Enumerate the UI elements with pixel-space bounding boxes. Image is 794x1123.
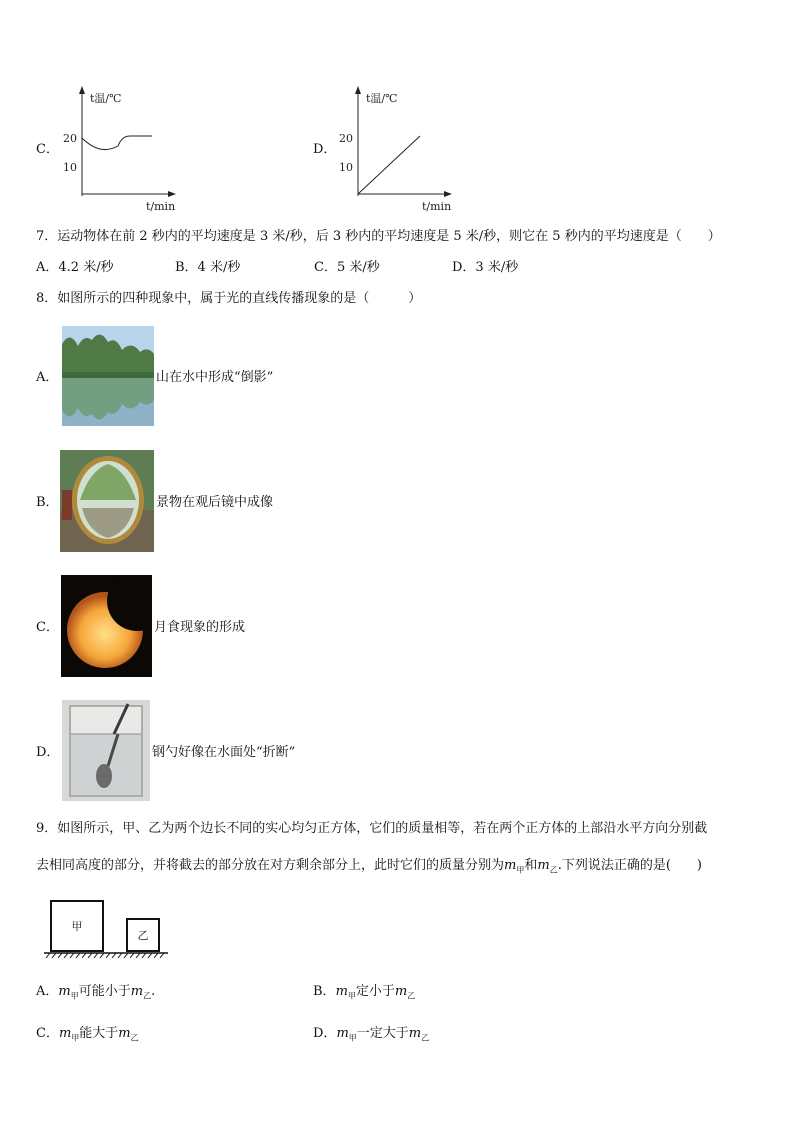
- q6-option-d-label: D．: [313, 142, 337, 157]
- m-yi: $m_乙$: [537, 858, 558, 875]
- q6-option-c-label: C．: [36, 142, 59, 157]
- q8-option-b-label: B．: [36, 495, 59, 510]
- mountain-reflection-svg: [62, 326, 154, 426]
- q7-option-c: C．5 米/秒: [314, 260, 380, 275]
- q9-option-d: D．$m_甲$一定大于$m_乙$: [313, 1026, 430, 1043]
- q6-option-c-graph: [60, 86, 190, 216]
- graph-c-svg: [60, 86, 190, 216]
- ground-line-svg: [44, 898, 174, 960]
- q9-option-a: A．$m_甲$可能小于$m_乙$.: [36, 984, 156, 1001]
- spoon-in-glass-image: [62, 700, 150, 801]
- eclipse-image: [61, 575, 152, 677]
- q8-option-c-text: 月食现象的形成: [154, 620, 246, 635]
- temperature-line: [358, 136, 420, 194]
- tick-10: 10: [63, 161, 77, 174]
- y-axis-arrow: [355, 86, 361, 94]
- q9-question-line1: 9．如图所示，甲、乙为两个边长不同的实心均匀正方体，它们的质量相等，若在两个正方体的上部沿水平方向分别截: [36, 821, 708, 836]
- q7-option-b: B．4 米/秒: [175, 260, 241, 275]
- x-axis-arrow: [444, 191, 452, 197]
- cube-yi: 乙: [126, 918, 160, 952]
- m-jia: $m_甲$: [504, 858, 525, 875]
- q9-line2-post: .下列说法正确的是( ): [557, 858, 702, 873]
- q9-option-c: C．$m_甲$能大于$m_乙$: [36, 1026, 139, 1043]
- spoon-in-glass-svg: [62, 700, 150, 801]
- q9-question-line2: [36, 857, 702, 880]
- tick-20: 20: [63, 132, 77, 145]
- y-axis-arrow: [79, 86, 85, 94]
- x-axis-label: t/min: [146, 200, 176, 213]
- mountain-reflection-image: [62, 326, 154, 426]
- x-axis-arrow: [168, 191, 176, 197]
- q7-option-a: A．4.2 米/秒: [36, 260, 114, 275]
- q9-option-b: B．$m_甲$定小于$m_乙$: [313, 984, 416, 1001]
- q9-and: 和: [524, 858, 538, 873]
- q8-option-c-label: C．: [36, 620, 59, 635]
- q8-question: 8．如图所示的四种现象中，属于光的直线传播现象的是（ ）: [36, 291, 422, 306]
- y-axis-label: t温/℃: [90, 92, 122, 105]
- q6-option-d-graph: [336, 86, 466, 216]
- q7-question: 7．运动物体在前 2 秒内的平均速度是 3 米/秒，后 3 秒内的平均速度是 5 米/秒，则它在 5 秒内的平均速度是（ ）: [36, 229, 721, 244]
- q8-option-a-text: 山在水中形成“倒影”: [156, 370, 274, 385]
- tick-10: 10: [339, 161, 353, 174]
- temperature-curve: [82, 136, 152, 150]
- x-axis-label: t/min: [422, 200, 452, 213]
- q7-option-d: D．3 米/秒: [452, 260, 519, 275]
- tick-20: 20: [339, 132, 353, 145]
- q9-line2-pre: 去相同高度的部分，并将截去的部分放在对方剩余部分上，此时它们的质量分别为: [36, 858, 505, 873]
- q8-option-b-text: 景物在观后镜中成像: [156, 495, 274, 510]
- q8-option-d-label: D．: [36, 745, 60, 760]
- eclipse-svg: [61, 575, 152, 677]
- rear-view-mirror-image: [60, 450, 154, 552]
- y-axis-label: t温/℃: [366, 92, 398, 105]
- q8-option-d-text: 钢勺好像在水面处“折断”: [152, 745, 296, 760]
- cube-jia: 甲: [50, 900, 104, 952]
- graph-d-svg: [336, 86, 466, 216]
- rear-view-mirror-svg: [60, 450, 154, 552]
- q8-option-a-label: A．: [36, 370, 59, 385]
- q9-cubes-diagram: [44, 898, 174, 960]
